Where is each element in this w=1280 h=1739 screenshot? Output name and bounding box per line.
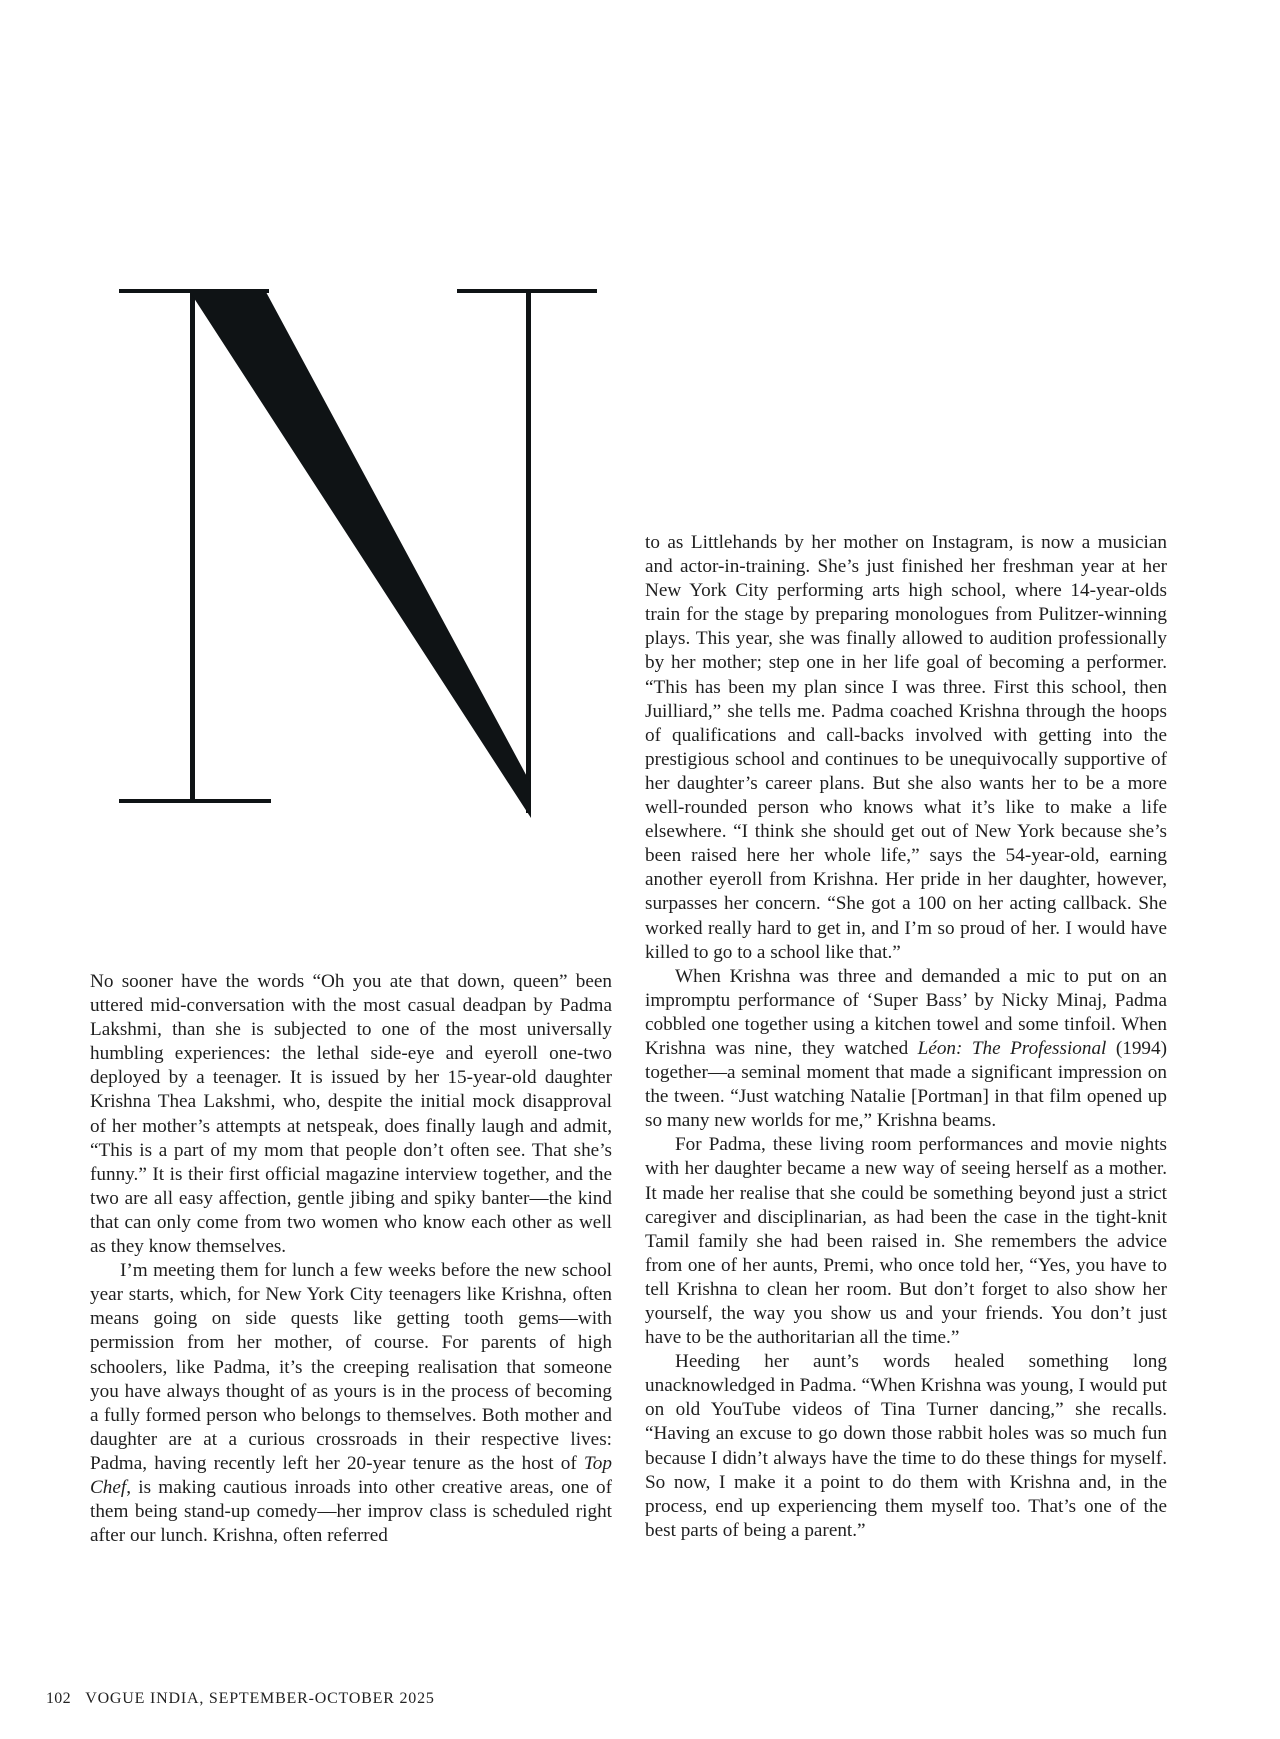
show-title: Top Chef (90, 1452, 612, 1498)
paragraph: Heeding her aunt’s words healed something long unacknowledged in Padma. “When Krishna was young, I would put on old YouTube videos of Tina Turner dancing,” she recalls. “Having an excuse to go down those rabbit holes was so much fun because I didn’t always have the time to do these things for myself. So now, I make it a point to do them with Krishna and, in the process, end up experiencing them myself too. That’s one of the best parts of being a parent.” (645, 1351, 1167, 1541)
paragraph: For Padma, these living room performances and movie nights with her daughter became a new way of seeing herself as a mother. It made her realise that she could be something beyond just a strict caregiver and disciplinarian, as had been the case in the tight-knit Tamil family she had been raised in. She remembers the advice from one of her aunts, Premi, who once told her, “Yes, you have to tell Krishna to clean her room. But don’t forget to also show her yourself, the way you show us and your friends. You don’t just have to be the authoritarian all the time.” (645, 1134, 1167, 1349)
paragraph: No sooner have the words “Oh you ate that down, queen” been uttered mid-conversation with the most casual deadpan by Padma Lakshmi, than she is subjected to one of the most universally humbling experiences: the lethal side-eye and eyeroll one-two deployed by a teenager. It is issued by her 15-year-old daughter Krishna Thea Lakshmi, who, despite the initial mock disapproval of her mother’s attempts at netspeak, does finally laugh and admit, “This is a part of my mom that people don’t often see. That she’s funny.” It is their first official magazine interview together, and the two are all easy affection, gentle jibing and spiky banter—the kind that can only come from two women who know each other as well as they know themselves. (90, 971, 612, 1258)
paragraph: to as Littlehands by her mother on Instagram, is now a musician and actor-in-training. She’s just finished her freshman year at her New York City performing arts high school, where 14-year-olds train for the stage by preparing monologues from Pulitzer-winning plays. This year, she was finally allowed to audition professionally by her mother; step one in her life goal of becoming a performer. “This has been my plan since I was three. First this school, then Juilliard,” she tells me. Padma coached Krishna through the hoops of qualifications and call-backs involved with getting into the prestigious school and continues to be unequivocally supportive of her daughter’s career plans. But she also wants her to be a more well-rounded person who knows what it’s like to make a life elsewhere. “I think she should get out of New York because she’s been raised here her whole life,” says the 54-year-old, earning another eyeroll from Krishna. Her pride in her daughter, however, surpasses her concern. “She got a 100 on her acting callback. She worked really hard to get in, and I’m so proud of her. I would have killed to go to a school like that.” (645, 532, 1167, 963)
left-column (90, 970, 612, 1548)
film-title: Léon: The Professional (917, 1037, 1107, 1059)
magazine-credit: VOGUE INDIA, SEPTEMBER-OCTOBER 2025 (85, 1690, 435, 1707)
right-column (645, 531, 1167, 1543)
page-number: 102 (46, 1690, 71, 1707)
paragraph: When Krishna was three and demanded a mic to put on an impromptu performance of ‘Super Bass’ by Nicky Minaj, Padma cobbled one together using a kitchen towel and some tinfoil. When Krishna was nine, they watched Léon: The Professional (1994) together—a seminal moment that made a significant impression on the tween. “Just watching Natalie [Portman] in that film opened up so many new worlds for me,” Krishna beams. (645, 965, 1167, 1132)
page-footer (46, 1690, 435, 1708)
paragraph: I’m meeting them for lunch a few weeks before the new school year starts, which, for New York City teenagers like Krishna, often means going on side quests like getting tooth gems—with permission from her mother, of course. For parents of high schoolers, like Padma, it’s the creeping realisation that someone you have always thought of as yours is in the process of becoming a fully formed person who belongs to themselves. Both mother and daughter are at a curious crossroads in their respective lives: Padma, having recently left her 20-year tenure as the host of Top Chef, is making cautious inroads into other creative areas, one of them being stand-up comedy—her improv class is scheduled right after our lunch. Krishna, often referred (90, 1260, 612, 1547)
